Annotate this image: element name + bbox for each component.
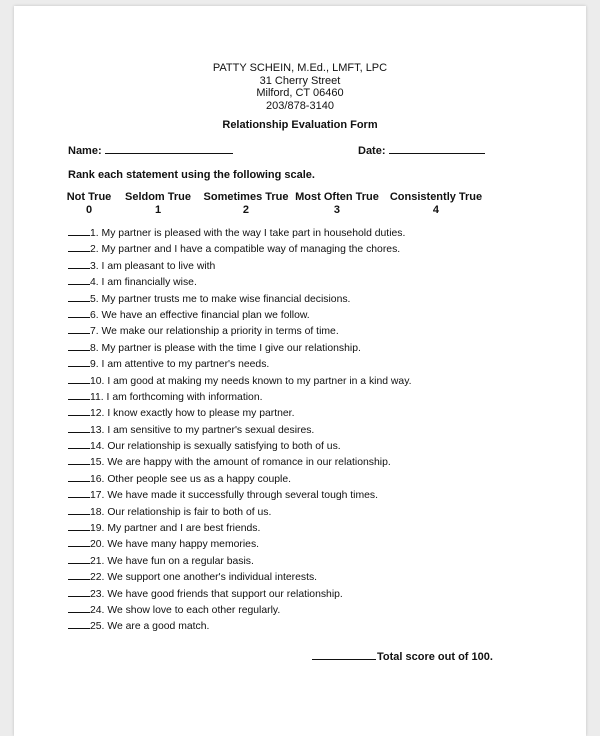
score-blank[interactable] [68, 323, 90, 334]
score-blank[interactable] [68, 389, 90, 400]
scale-label: Consistently True [389, 191, 483, 203]
statement-text: 19. My partner and I are best friends. [90, 523, 261, 535]
list-item [68, 586, 412, 602]
list-item [68, 307, 412, 323]
list-item [68, 225, 412, 241]
score-blank[interactable] [68, 291, 90, 302]
statement-text: 11. I am forthcoming with information. [90, 391, 263, 403]
list-item [68, 471, 412, 487]
statement-text: 25. We are a good match. [90, 621, 210, 633]
statement-text: 24. We show love to each other regularly. [90, 604, 281, 616]
scale-sometimes-true [204, 191, 289, 216]
city-state-zip: Milford, CT 06460 [256, 87, 344, 99]
list-item [68, 618, 412, 634]
total-score-row [312, 649, 493, 663]
score-blank[interactable] [68, 487, 90, 498]
list-item [68, 504, 412, 520]
list-item [68, 405, 412, 421]
score-blank[interactable] [68, 274, 90, 285]
list-item [68, 241, 412, 257]
score-blank[interactable] [68, 405, 90, 416]
score-blank[interactable] [68, 454, 90, 465]
statement-text: 23. We have good friends that support our relationship. [90, 588, 343, 600]
statement-text: 15. We are happy with the amount of romance in our relationship. [90, 457, 391, 469]
statement-text: 3. I am pleasant to live with [90, 260, 216, 272]
date-field[interactable] [358, 143, 485, 157]
list-item [68, 422, 412, 438]
scale-consistently-true [390, 191, 482, 216]
provider-name: PATTY SCHEIN, M.Ed., LMFT, LPC [212, 62, 388, 74]
score-blank[interactable] [68, 504, 90, 515]
scale-value: 4 [432, 204, 440, 216]
scale-instruction: Rank each statement using the following scale. [68, 169, 315, 181]
statement-text: 2. My partner and I have a compatible way of managing the chores. [90, 244, 401, 256]
scale-label: Seldom True [124, 191, 192, 203]
score-blank[interactable] [68, 471, 90, 482]
name-blank-line[interactable] [105, 143, 233, 154]
list-item [68, 569, 412, 585]
score-blank[interactable] [68, 225, 90, 236]
scale-value: 0 [85, 204, 93, 216]
score-blank[interactable] [68, 438, 90, 449]
list-item [68, 389, 412, 405]
statement-text: 5. My partner trusts me to make wise financial decisions. [90, 293, 351, 305]
statement-text: 16. Other people see us as a happy couple. [90, 473, 292, 485]
score-blank[interactable] [68, 373, 90, 384]
scale-label: Most Often True [295, 191, 379, 203]
statement-text: 9. I am attentive to my partner's needs. [90, 359, 270, 371]
name-label: Name: [68, 145, 102, 157]
total-score-blank[interactable] [312, 649, 376, 660]
statement-text: 22. We support one another's individual interests. [90, 572, 318, 584]
score-blank[interactable] [68, 241, 90, 252]
letterhead [14, 62, 586, 112]
score-blank[interactable] [68, 618, 90, 629]
score-blank[interactable] [68, 307, 90, 318]
list-item [68, 520, 412, 536]
statement-text: 7. We make our relationship a priority in terms of time. [90, 326, 339, 338]
score-blank[interactable] [68, 602, 90, 613]
statement-text: 1. My partner is pleased with the way I take part in household duties. [90, 228, 406, 239]
list-item [68, 602, 412, 618]
date-blank-line[interactable] [389, 143, 485, 154]
statement-text: 6. We have an effective financial plan we follow. [90, 309, 310, 321]
score-blank[interactable] [68, 536, 90, 547]
score-blank[interactable] [68, 520, 90, 531]
scale-value: 2 [242, 204, 250, 216]
list-item [68, 356, 412, 372]
score-blank[interactable] [68, 553, 90, 564]
phone-number: 203/878-3140 [266, 99, 334, 112]
statement-text: 10. I am good at making my needs known to my partner in a kind way. [90, 375, 412, 387]
statement-text: 18. Our relationship is fair to both of us. [90, 506, 272, 518]
scale-most-often-true [295, 191, 379, 216]
score-blank[interactable] [68, 356, 90, 367]
list-item [68, 454, 412, 470]
score-blank[interactable] [68, 422, 90, 433]
street-address: 31 Cherry Street [259, 74, 341, 87]
scale-label: Sometimes True [203, 191, 289, 203]
list-item [68, 438, 412, 454]
list-item [68, 487, 412, 503]
list-item [68, 274, 412, 290]
name-field[interactable] [68, 143, 233, 157]
statement-text: 4. I am financially wise. [90, 277, 197, 289]
list-item [68, 258, 412, 274]
scale-seldom-true [125, 191, 191, 216]
total-score-label: Total score out of 100. [377, 651, 493, 663]
scale-value: 3 [333, 204, 341, 216]
statement-text: 20. We have many happy memories. [90, 539, 260, 551]
statement-text: 14. Our relationship is sexually satisfying to both of us. [90, 441, 341, 453]
document-page [14, 6, 586, 736]
date-label: Date: [358, 145, 386, 157]
list-item [68, 340, 412, 356]
list-item [68, 291, 412, 307]
score-blank[interactable] [68, 586, 90, 597]
statement-text: 8. My partner is please with the time I give our relationship. [90, 342, 361, 354]
list-item [68, 323, 412, 339]
list-item [68, 373, 412, 389]
form-title: Relationship Evaluation Form [222, 119, 378, 131]
scale-label: Not True [66, 191, 112, 203]
statement-text: 12. I know exactly how to please my partner. [90, 408, 295, 420]
scale-not-true [67, 191, 112, 216]
score-blank[interactable] [68, 340, 90, 351]
list-item [68, 553, 412, 569]
statement-list [68, 225, 412, 635]
statement-text: 13. I am sensitive to my partner's sexual desires. [90, 424, 315, 436]
scale-value: 1 [154, 204, 162, 216]
statement-text: 21. We have fun on a regular basis. [90, 555, 254, 567]
score-blank[interactable] [68, 258, 90, 269]
statement-text: 17. We have made it successfully through several tough times. [90, 490, 379, 502]
score-blank[interactable] [68, 569, 90, 580]
list-item [68, 536, 412, 552]
